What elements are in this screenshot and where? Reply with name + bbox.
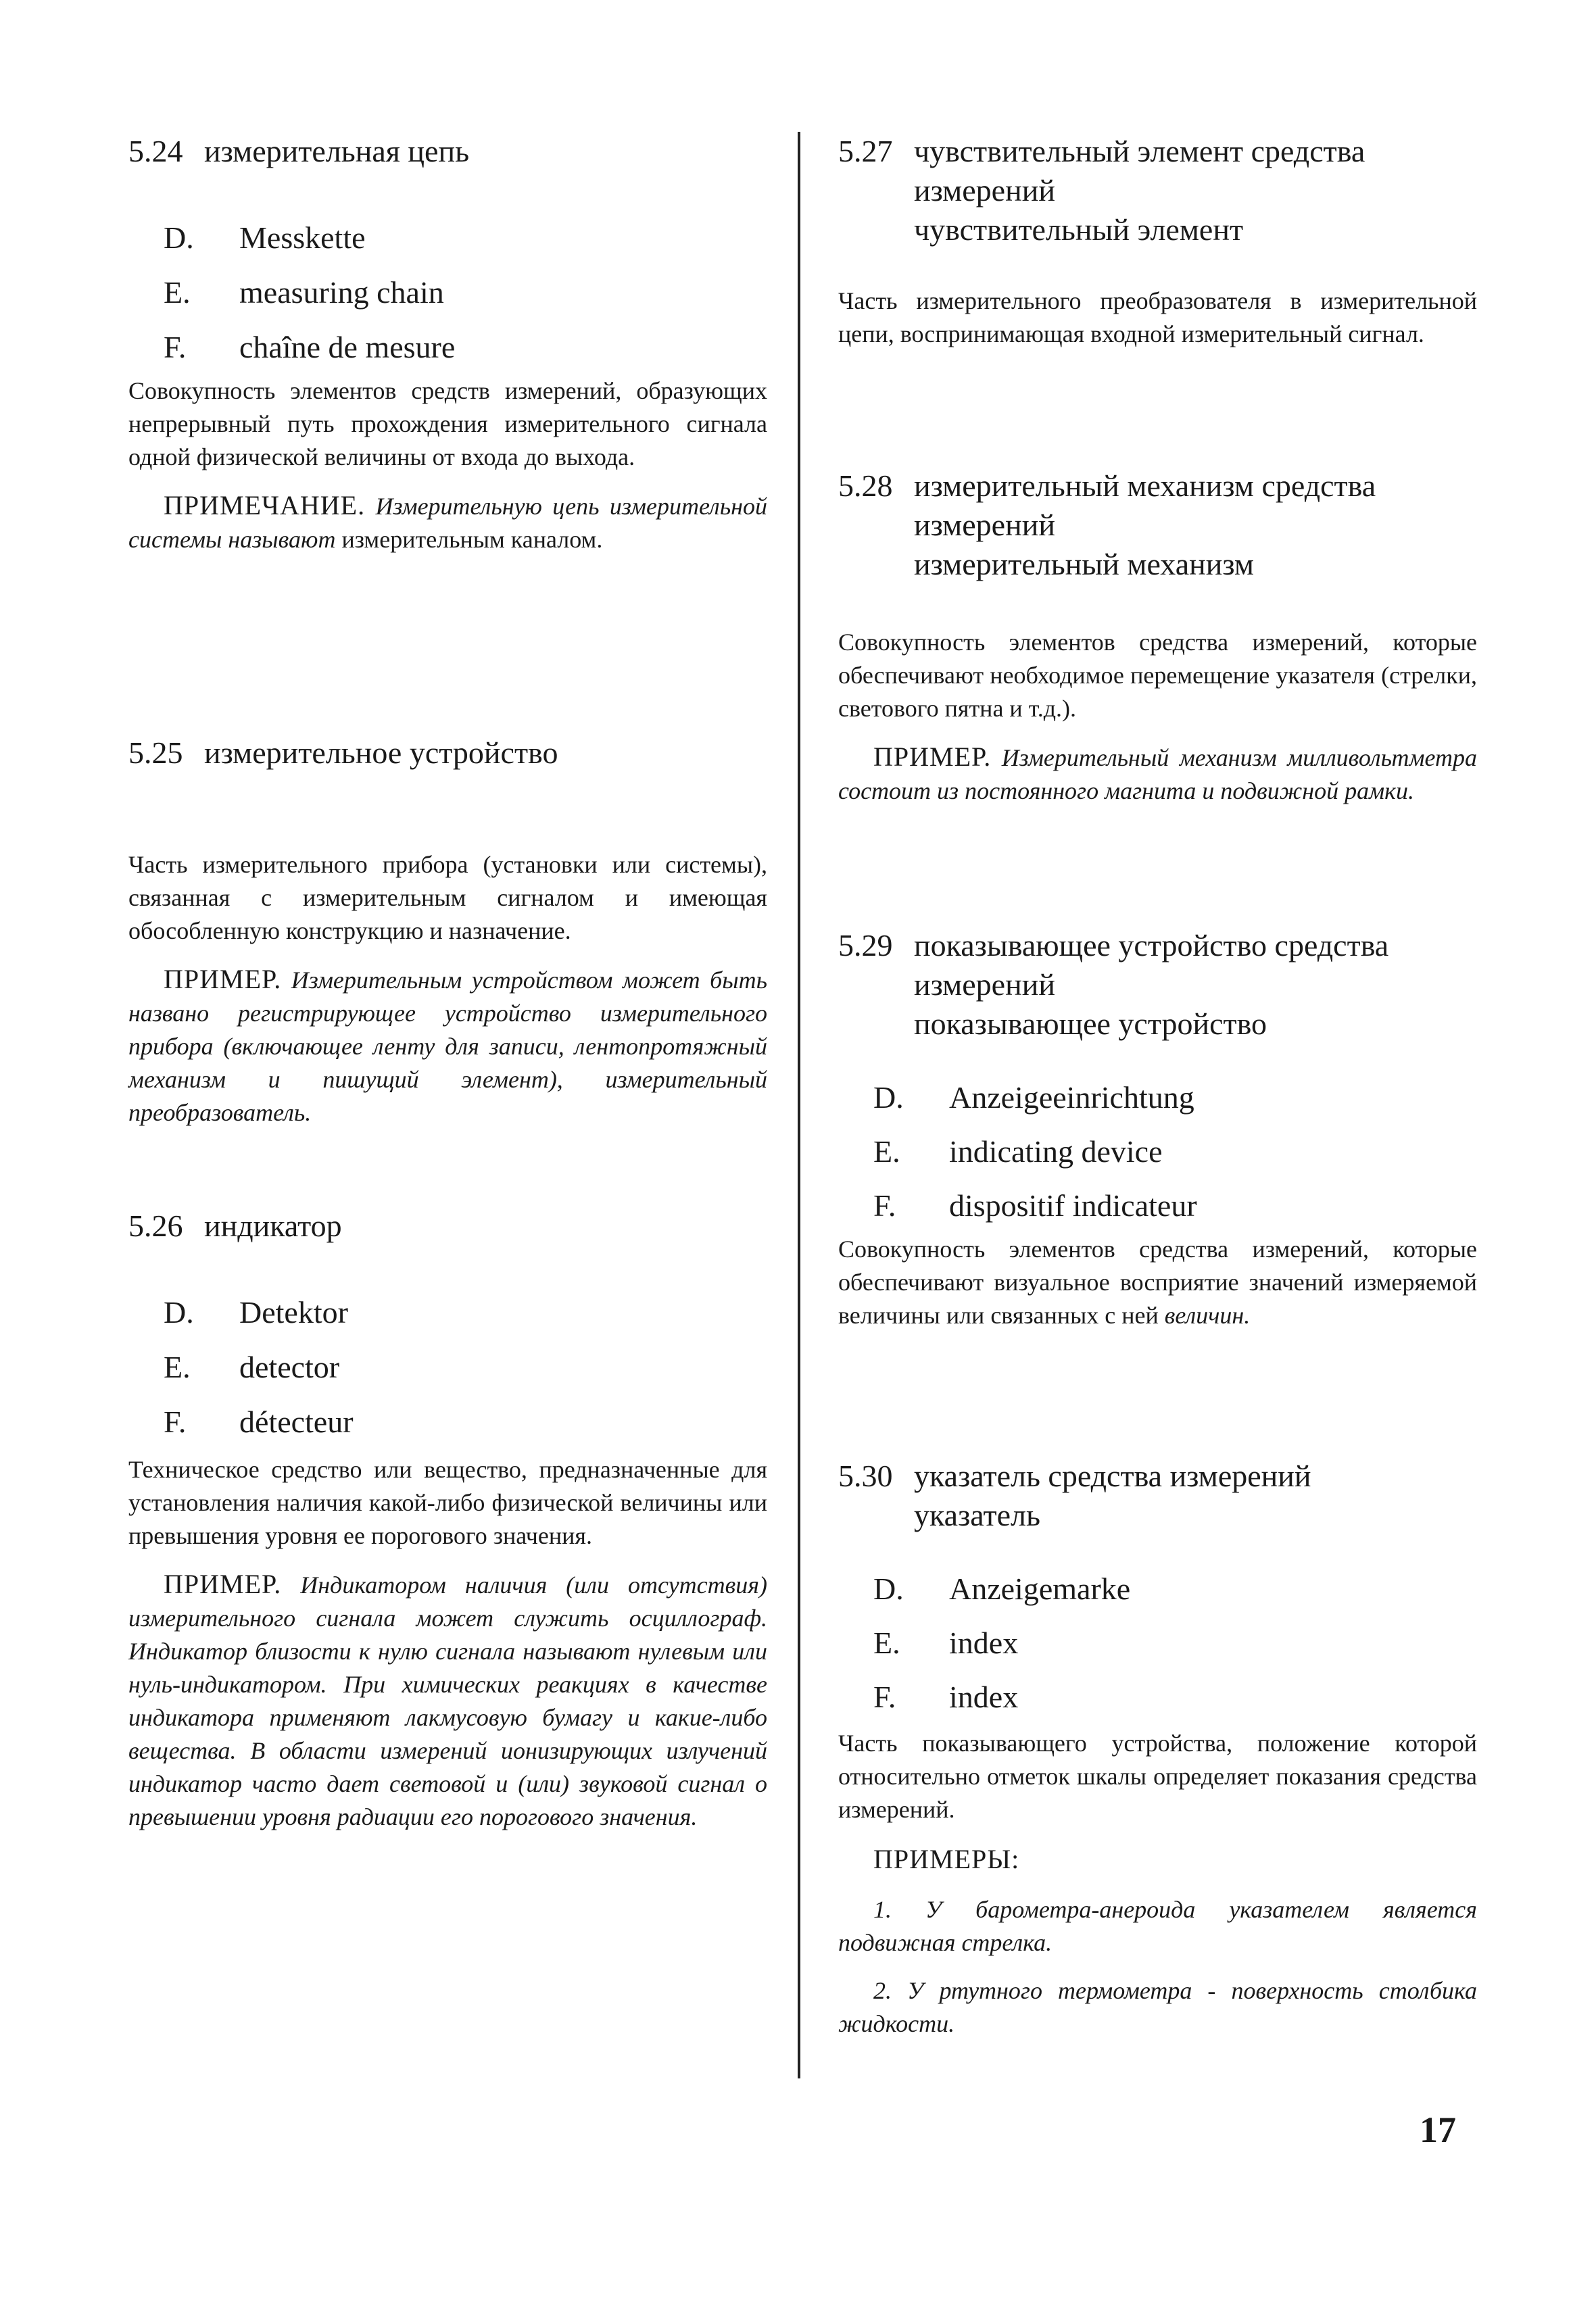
example-text: Измерительным устройством может быть названо регистрирующее устройство измерительного прибора (включающее ленту для записи, лентопротяжный механизм и пишущий элемент), измерительный преобразователь. <box>128 967 767 1126</box>
translation-text: Anzeigeeinrichtung <box>949 1080 1194 1115</box>
term-title: указатель средства измерений <box>914 1459 1311 1493</box>
term-synonym: указатель <box>914 1498 1040 1532</box>
language-code: E. <box>164 275 191 310</box>
section-5-27 <box>838 132 1477 351</box>
term-title: измерительное устройство <box>204 735 558 770</box>
language-code: D. <box>873 1080 904 1115</box>
definition-text: Часть измерительного прибора (установки или системы), связанная с измерительным сигналом и имеющая обособленную конструкцию и назначение. <box>128 851 767 944</box>
section-5-29 <box>838 926 1477 1332</box>
translation-item <box>164 1340 767 1394</box>
section-5-30 <box>838 1457 1477 2041</box>
section-5-25 <box>128 733 767 1129</box>
translation-item <box>164 265 767 320</box>
language-code: D. <box>164 220 194 255</box>
examples-label-paragraph <box>838 1843 1477 1877</box>
term-number: 5.25 <box>128 735 183 770</box>
term-synonym: чувствительный элемент <box>914 212 1244 247</box>
note-italic-text: Измерительную цепь измерительной системы называют <box>128 493 767 553</box>
term-title-cont: измерений <box>914 508 1055 542</box>
translation-item <box>164 1285 767 1340</box>
term-synonym: измерительный механизм <box>914 547 1254 581</box>
translation-list <box>838 1071 1477 1233</box>
section-5-28 <box>838 466 1477 808</box>
note-text: измерительным каналом. <box>341 526 603 553</box>
language-code: E. <box>873 1626 900 1660</box>
translation-item <box>873 1562 1477 1616</box>
translation-item <box>164 210 767 265</box>
translation-text: Messkette <box>239 220 366 255</box>
translation-text: index <box>949 1680 1019 1714</box>
term-number: 5.27 <box>838 134 893 168</box>
example-item: 2. У ртутного термометра - поверхность столбика жидкости. <box>838 1977 1477 2037</box>
term-number: 5.26 <box>128 1209 183 1243</box>
term-number: 5.24 <box>128 134 183 168</box>
translation-text: détecteur <box>239 1405 354 1439</box>
language-code: E. <box>873 1134 900 1169</box>
translation-text: index <box>949 1626 1019 1660</box>
section-5-24 <box>128 132 767 556</box>
translation-list <box>128 210 767 374</box>
term-synonym: показывающее устройство <box>914 1006 1267 1041</box>
term-number: 5.30 <box>838 1459 893 1493</box>
term-title-cont: измерений <box>914 173 1055 208</box>
language-code: E. <box>164 1350 191 1384</box>
page-number: 17 <box>1420 2110 1456 2150</box>
translation-list <box>128 1285 767 1449</box>
definition-text: Совокупность элементов средства измерений, которые обеспечивают необходимое перемещение указателя (стрелки, светового пятна и т.д.). <box>838 629 1477 722</box>
example-label: ПРИМЕР. <box>873 741 992 772</box>
definition-italic-text: величин. <box>1164 1302 1251 1329</box>
definition-text: Техническое средство или вещество, предназначенные для установления наличия какой-либо физической величины или превышения уровня ее порогового значения. <box>128 1456 767 1549</box>
definition-text: Совокупность элементов средства измерений, которые обеспечивают визуальное восприятие значений измеряемой величины или связанных с ней величин. <box>838 1236 1477 1329</box>
translation-text: dispositif indicateur <box>949 1188 1197 1223</box>
term-heading <box>838 926 1477 1044</box>
note-paragraph <box>128 489 767 556</box>
translation-item <box>164 320 767 374</box>
translation-text: measuring chain <box>239 275 444 310</box>
language-code: D. <box>873 1571 904 1606</box>
term-heading <box>838 466 1477 584</box>
examples-label: ПРИМЕРЫ: <box>873 1844 1020 1874</box>
translation-item <box>873 1670 1477 1724</box>
term-title-cont: измерений <box>914 967 1055 1002</box>
translation-item <box>873 1179 1477 1233</box>
language-code: F. <box>873 1188 896 1223</box>
term-title: чувствительный элемент средства <box>914 134 1365 168</box>
example-paragraph <box>838 740 1477 808</box>
translation-text: detector <box>239 1350 340 1384</box>
translation-list <box>838 1562 1477 1724</box>
section-5-26 <box>128 1207 767 1834</box>
term-heading <box>128 1207 767 1246</box>
note-label: ПРИМЕЧАНИЕ. <box>164 490 366 520</box>
translation-text: Anzeigemarke <box>949 1571 1131 1606</box>
term-number: 5.28 <box>838 468 893 503</box>
translation-text: indicating device <box>949 1134 1163 1169</box>
example-item: 1. У барометра-анероида указателем является подвижная стрелка. <box>838 1896 1477 1956</box>
translation-item <box>873 1125 1477 1179</box>
term-title: измерительный механизм средства <box>914 468 1376 503</box>
translation-item <box>873 1071 1477 1125</box>
translation-item <box>164 1394 767 1449</box>
term-title: измерительная цепь <box>204 134 470 168</box>
term-title: индикатор <box>204 1209 342 1243</box>
term-number: 5.29 <box>838 928 893 962</box>
term-title: показывающее устройство средства <box>914 928 1389 962</box>
language-code: F. <box>164 330 187 364</box>
language-code: F. <box>873 1680 896 1714</box>
language-code: F. <box>164 1405 187 1439</box>
translation-text: chaîne de mesure <box>239 330 456 364</box>
definition-text: Часть измерительного преобразователя в измерительной цепи, воспринимающая входной измерительный сигнал. <box>838 287 1477 347</box>
example-text: Индикатором наличия (или отсутствия) измерительного сигнала может служить осциллограф. Индикатор близости к нулю сигнала называют нулевым или нуль-индикатором. При химических реакциях в качестве индикатора применяют лакмусовую бумагу и какие-либо вещества. В области измерений ионизирующих излучений индикатор часто дает световой и (или) звуковой сигнал о превышении уровня радиации его порогового значения. <box>128 1571 767 1830</box>
example-paragraph <box>128 962 767 1129</box>
translation-text: Detektor <box>239 1295 348 1330</box>
term-heading <box>838 1457 1477 1535</box>
example-label: ПРИМЕР. <box>164 964 282 994</box>
translation-item <box>873 1616 1477 1670</box>
term-heading <box>128 733 767 773</box>
example-label: ПРИМЕР. <box>164 1569 282 1599</box>
definition-text: Совокупность элементов средств измерений, образующих непрерывный путь прохождения измерительного сигнала одной физической величины от входа до выхода. <box>128 377 767 470</box>
definition-text: Часть показывающего устройства, положение которой относительно отметок шкалы определяет показания средства измерений. <box>838 1730 1477 1823</box>
example-paragraph <box>128 1567 767 1834</box>
term-heading <box>128 132 767 171</box>
column-divider <box>798 132 800 2078</box>
language-code: D. <box>164 1295 194 1330</box>
example-text: Измерительный механизм милливольтметра состоит из постоянного магнита и подвижной рамки. <box>838 744 1478 804</box>
term-heading <box>838 132 1477 249</box>
